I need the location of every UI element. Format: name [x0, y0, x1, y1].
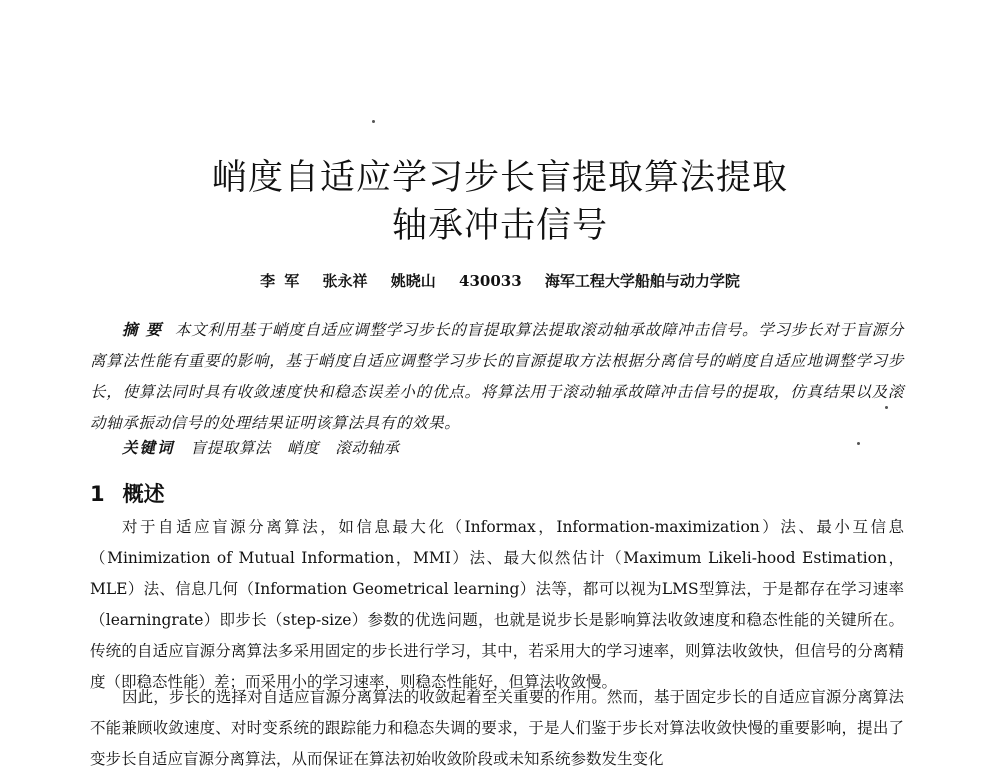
- abstract-label: 摘要: [122, 320, 170, 339]
- section-title: 概述: [122, 482, 165, 506]
- section-heading: [90, 478, 165, 508]
- section-number: 1: [90, 482, 105, 506]
- body-paragraph-1: 对于自适应盲源分离算法，如信息最大化（Informax，Information-maximization）法、最小互信息（Minimization of Mutual Information，MMI）法、最大似然估计（Maximum Likeli-hood Estimation，MLE）法、信息几何（Information Geometrical learning）法等，都可以视为LMS型算法，于是都存在学习速率（learningrate）即步长（step-size）参数的优选问题，也就是说步长是影响算法收敛速度和稳态性能的关键所在。传统的自适应盲源分离算法多采用固定的步长进行学习，其中，若采用大的学习速率，则算法收敛快，但信号的分离精度（即稳态性能）差；而采用小的学习速率，则稳态性能好，但算法收敛慢。: [90, 518, 904, 691]
- author-line: [0, 270, 1000, 291]
- keywords-label: 关键词: [122, 438, 175, 457]
- paper-title-line-2: 轴承冲击信号: [391, 206, 608, 246]
- author-name: 姚晓山: [390, 272, 436, 290]
- postal-code: 430033: [459, 272, 522, 290]
- paper-title-line-1: 峭度自适应学习步长盲提取算法提取: [211, 158, 788, 198]
- body-paragraph-2: 因此，步长的选择对自适应盲源分离算法的收敛起着至关重要的作用。然而，基于固定步长的自适应盲源分离算法不能兼顾收敛速度、对时变系统的跟踪能力和稳态失调的要求，于是人们鉴于步长对算法收敛快慢的重要影响，提出了变步长自适应盲源分离算法，从而保证在算法初始收敛阶段或未知系统参数发生变化: [90, 688, 904, 768]
- keywords: [122, 432, 822, 464]
- affiliation: 海军工程大学船舶与动力学院: [544, 272, 740, 290]
- abstract: [90, 314, 904, 439]
- author-name: 张永祥: [322, 272, 368, 290]
- scan-speck: [857, 442, 860, 445]
- author-name: 李 军: [260, 272, 300, 290]
- abstract-text: 本文利用基于峭度自适应调整学习步长的盲提取算法提取滚动轴承故障冲击信号。学习步长对于盲源分离算法性能有重要的影响，基于峭度自适应调整学习步长的盲源提取方法根据分离信号的峭度自适应地调整学习步长，使算法同时具有收敛速度快和稳态误差小的优点。将算法用于滚动轴承故障冲击信号的提取，仿真结果以及滚动轴承振动信号的处理结果证明该算法具有的效果。: [90, 321, 904, 432]
- keyword: 盲提取算法: [190, 439, 272, 457]
- keyword: 滚动轴承: [335, 439, 400, 457]
- keyword: 峭度: [287, 439, 320, 457]
- scan-speck: [372, 120, 375, 123]
